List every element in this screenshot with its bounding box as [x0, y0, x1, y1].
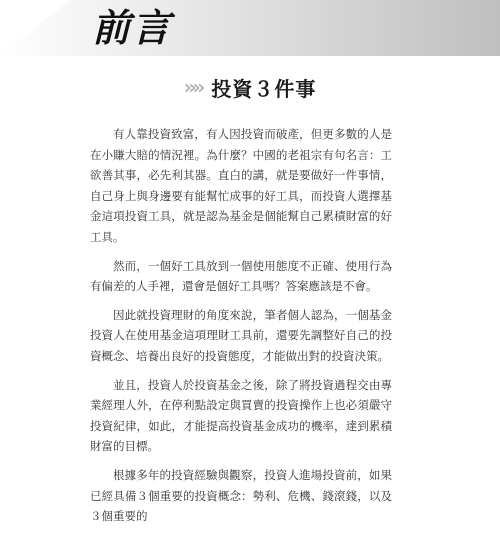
- paragraph: 根據多年的投資經驗與觀察，投資人進場投資前，如果已經具備３個重要的投資概念：勢利、危機、錢滾錢，以及３個重要的: [90, 467, 392, 524]
- section-heading: [0, 72, 500, 102]
- paragraph: 然而，一個好工具放到一個使用態度不正確、使用行為有偏差的人手裡，還會是個好工具嗎？答案應該是不會。: [90, 258, 392, 294]
- double-chevron-icon: »»: [183, 75, 202, 99]
- paragraph: 因此就投資理財的角度來說，筆者個人認為，一個基金投資人在使用基金這項理財工具前，還要先調整好自己的投資概念、培養出良好的投資態度，才能做出對的投資決策。: [90, 307, 392, 363]
- page-title: 前言: [92, 6, 173, 50]
- header-band: [0, 0, 500, 56]
- body-text: [90, 124, 392, 535]
- section-title: 投資３件事: [211, 76, 317, 101]
- paragraph: 並且，投資人於投資基金之後，除了將投資過程交由專業經理人外，在停利點設定與買賣的投資操作上也必須嚴守投資紀律，如此，才能提高投資基金成功的機率，達到累積財富的目標。: [90, 377, 392, 454]
- header-corner: [0, 0, 70, 56]
- paragraph: 有人靠投資致富，有人因投資而破產，但更多數的人是在小賺大賠的情況裡。為什麼？中國的老祖宗有句名言：工欲善其事，必先利其器。直白的講，就是要做好一件事情，自己身上與身邊要有能幫忙成事的好工具，而投資人選擇基金這項投資工具，就是認為基金是個能幫自己累積財富的好工具。: [90, 127, 392, 244]
